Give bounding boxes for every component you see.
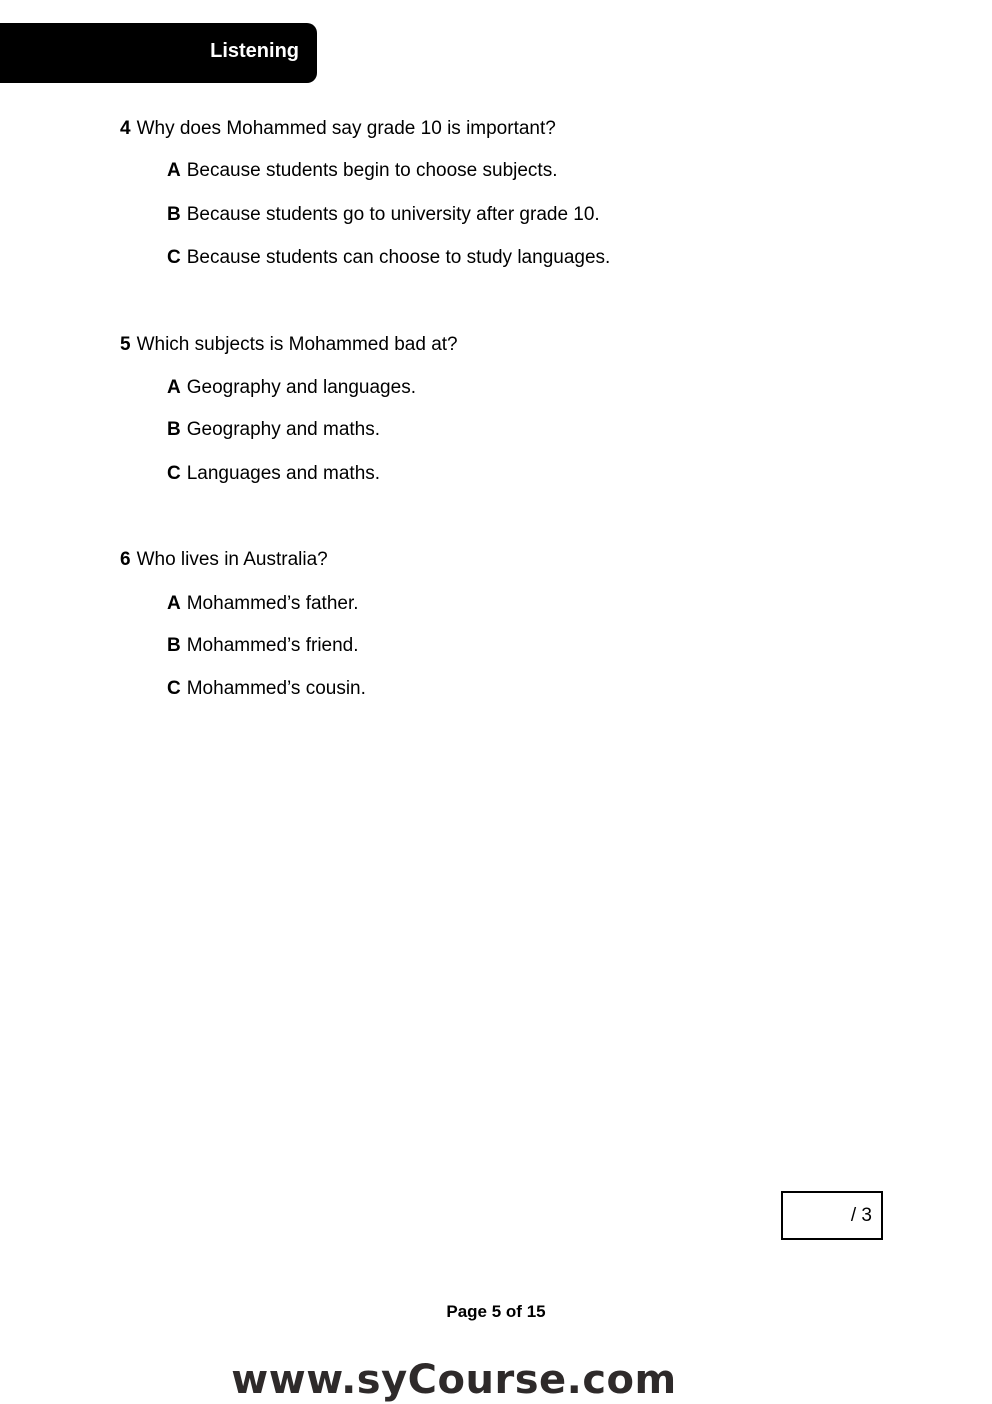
question-number: 6: [120, 549, 131, 570]
option-text: Because students can choose to study languages.: [186, 247, 611, 268]
option-a: [167, 376, 416, 400]
option-a: [167, 159, 557, 183]
option-b: [167, 418, 380, 442]
question-6: [120, 548, 880, 699]
option-letter: A: [167, 593, 181, 614]
question-stem: [120, 117, 880, 141]
option-text: Mohammed’s father.: [186, 593, 359, 614]
site-logo: www.syCourse.com: [231, 1357, 677, 1403]
option-text: Mohammed’s cousin.: [186, 678, 366, 699]
option-letter: B: [167, 419, 181, 440]
option-letter: B: [167, 204, 181, 225]
question-text: Why does Mohammed say grade 10 is important?: [136, 118, 556, 139]
option-c: [167, 462, 380, 486]
option-text: Languages and maths.: [186, 463, 381, 484]
option-text: Because students go to university after grade 10.: [186, 204, 600, 225]
option-a: [167, 592, 359, 616]
question-text: Which subjects is Mohammed bad at?: [136, 334, 458, 355]
question-number: 5: [120, 334, 131, 355]
score-total: / 3: [850, 1205, 872, 1226]
section-title: Listening: [210, 40, 299, 62]
option-letter: C: [167, 463, 181, 484]
page-separator: of: [501, 1302, 527, 1321]
option-letter: C: [167, 678, 181, 699]
option-letter: A: [167, 377, 181, 398]
score-box: [781, 1191, 883, 1240]
question-4: [120, 117, 880, 268]
question-number: 4: [120, 118, 131, 139]
option-letter: B: [167, 635, 181, 656]
question-5: [120, 333, 880, 484]
option-c: [167, 246, 610, 270]
option-b: [167, 634, 359, 658]
option-b: [167, 203, 600, 227]
question-text: Who lives in Australia?: [136, 549, 328, 570]
question-stem: [120, 333, 880, 357]
section-header-tab: [0, 23, 317, 83]
option-letter: A: [167, 160, 181, 181]
option-text: Geography and maths.: [186, 419, 381, 440]
option-letter: C: [167, 247, 181, 268]
option-text: Mohammed’s friend.: [186, 635, 359, 656]
page-prefix: Page: [446, 1302, 492, 1321]
page-number: [0, 1301, 992, 1323]
option-text: Geography and languages.: [186, 377, 416, 398]
page-total: 15: [526, 1302, 546, 1321]
question-stem: [120, 548, 880, 572]
option-c: [167, 677, 366, 701]
page-current: 5: [491, 1302, 502, 1321]
option-text: Because students begin to choose subjects.: [186, 160, 558, 181]
